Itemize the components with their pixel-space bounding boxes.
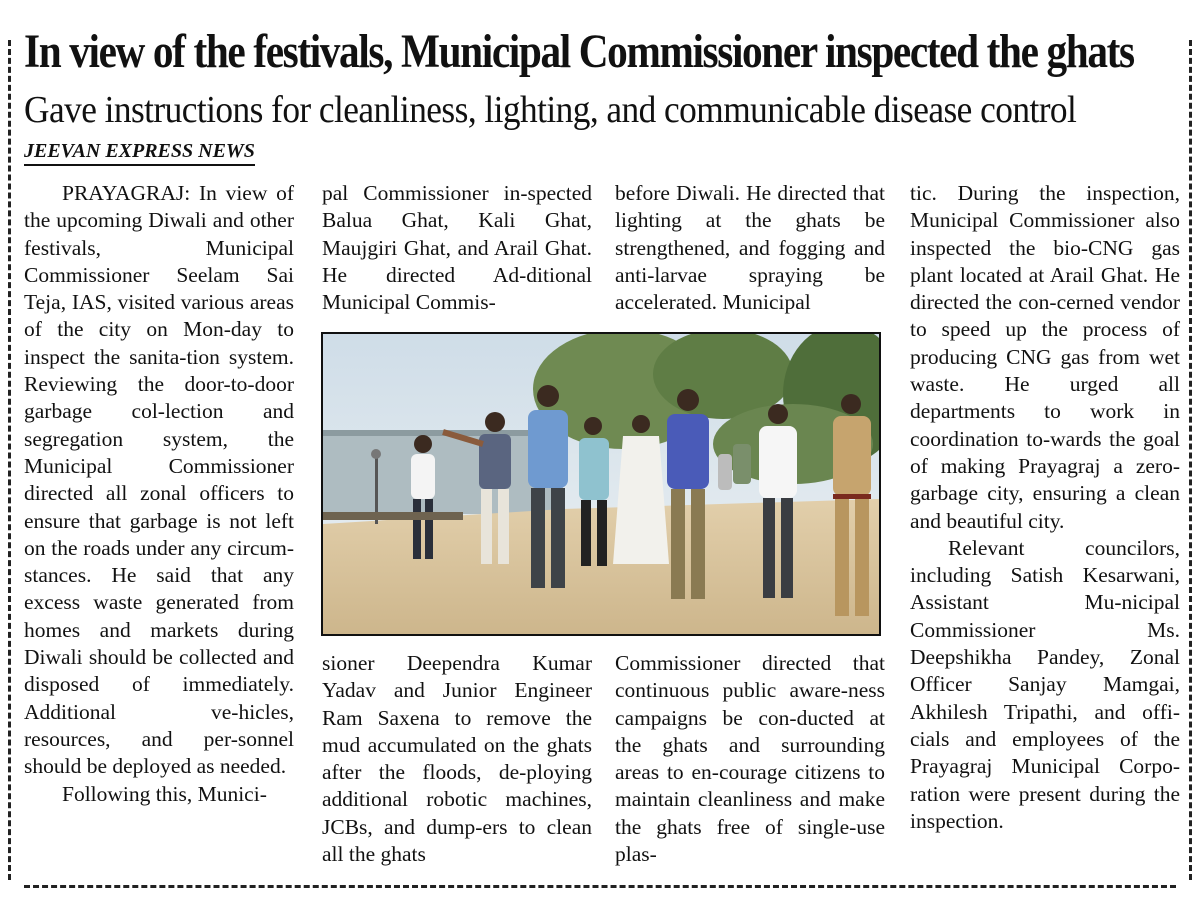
paragraph-col2-bottom: sioner Deependra Kumar Yadav and Junior Engineer Ram Saxena to remove the mud accumulated on the ghats after the floods, de-ploying additional robotic machines, JCBs, and dump-ers to clean all the ghats	[322, 651, 592, 867]
news-photo	[321, 332, 881, 636]
paragraph-col2-top: pal Commissioner in-spected Balua Ghat, Kali Ghat, Maujgiri Ghat, and Arail Ghat. He directed Ad-ditional Municipal Commis-	[322, 181, 592, 315]
paragraph-col4-2: Relevant councilors, including Satish Kesarwani, Assistant Mu-nicipal Commissioner Ms. Deepshikha Pandey, Zonal Officer Sanjay Mamgai, Akhilesh Tripathi, and offi-cials and employees of the Prayagraj Municipal Corpo-ration were present during the inspection.	[910, 535, 1180, 833]
paragraph-2: Following this, Munici-	[62, 781, 267, 806]
photo-illustration	[323, 334, 879, 634]
article-column-2-bottom	[322, 650, 592, 868]
paragraph-col4-1: tic. During the inspection, Municipal Commissioner also inspected the bio-CNG gas plant located at Arail Ghat. He directed the con-cerned vendor to speed up the process of producing CNG gas from wet waste. He urged all departments to work in coordination to-wards the goal of making Prayagraj a zero-garbage city, ensuring a clean and beautiful city.	[910, 181, 1180, 533]
left-dashed-border	[8, 40, 11, 880]
article-column-1	[24, 180, 294, 808]
headline: In view of the festivals, Municipal Commissioner inspected the ghats	[24, 25, 1134, 78]
right-dashed-border	[1189, 40, 1192, 880]
paragraph-col3-top: before Diwali. He directed that lighting at the ghats be strengthened, and fogging and anti-larvae spraying be accelerated. Municipal	[615, 181, 885, 315]
paragraph-col3-bottom: Commissioner directed that continuous public aware-ness campaigns be con-ducted at the ghats and surrounding areas to en-courage citizens to maintain cleanliness and make the ghats free of single-use plas-	[615, 651, 885, 867]
article-column-3-bottom	[615, 650, 885, 868]
article-column-4	[910, 180, 1180, 835]
byline: JEEVAN EXPRESS NEWS	[24, 138, 255, 166]
paragraph-1: PRAYAGRAJ: In view of the upcoming Diwali and other festivals, Municipal Commissioner Seelam Sai Teja, IAS, visited various areas of the city on Mon-day to inspect the sanita-tion system. Reviewing the door-to-door garbage col-lection and segregation system, the Municipal Commissioner directed all zonal officers to ensure that garbage is not left on the roads under any circum-stances. He said that any excess waste generated from homes and markets during Diwali should be collected and disposed of immediately. Additional ve-hicles, resources, and per-sonnel should be deployed as needed.	[24, 181, 294, 779]
article-column-2-top	[322, 180, 592, 316]
article-column-3-top	[615, 180, 885, 316]
subheadline: Gave instructions for cleanliness, lighting, and communicable disease control	[24, 89, 1077, 131]
bottom-dashed-border	[24, 885, 1176, 888]
